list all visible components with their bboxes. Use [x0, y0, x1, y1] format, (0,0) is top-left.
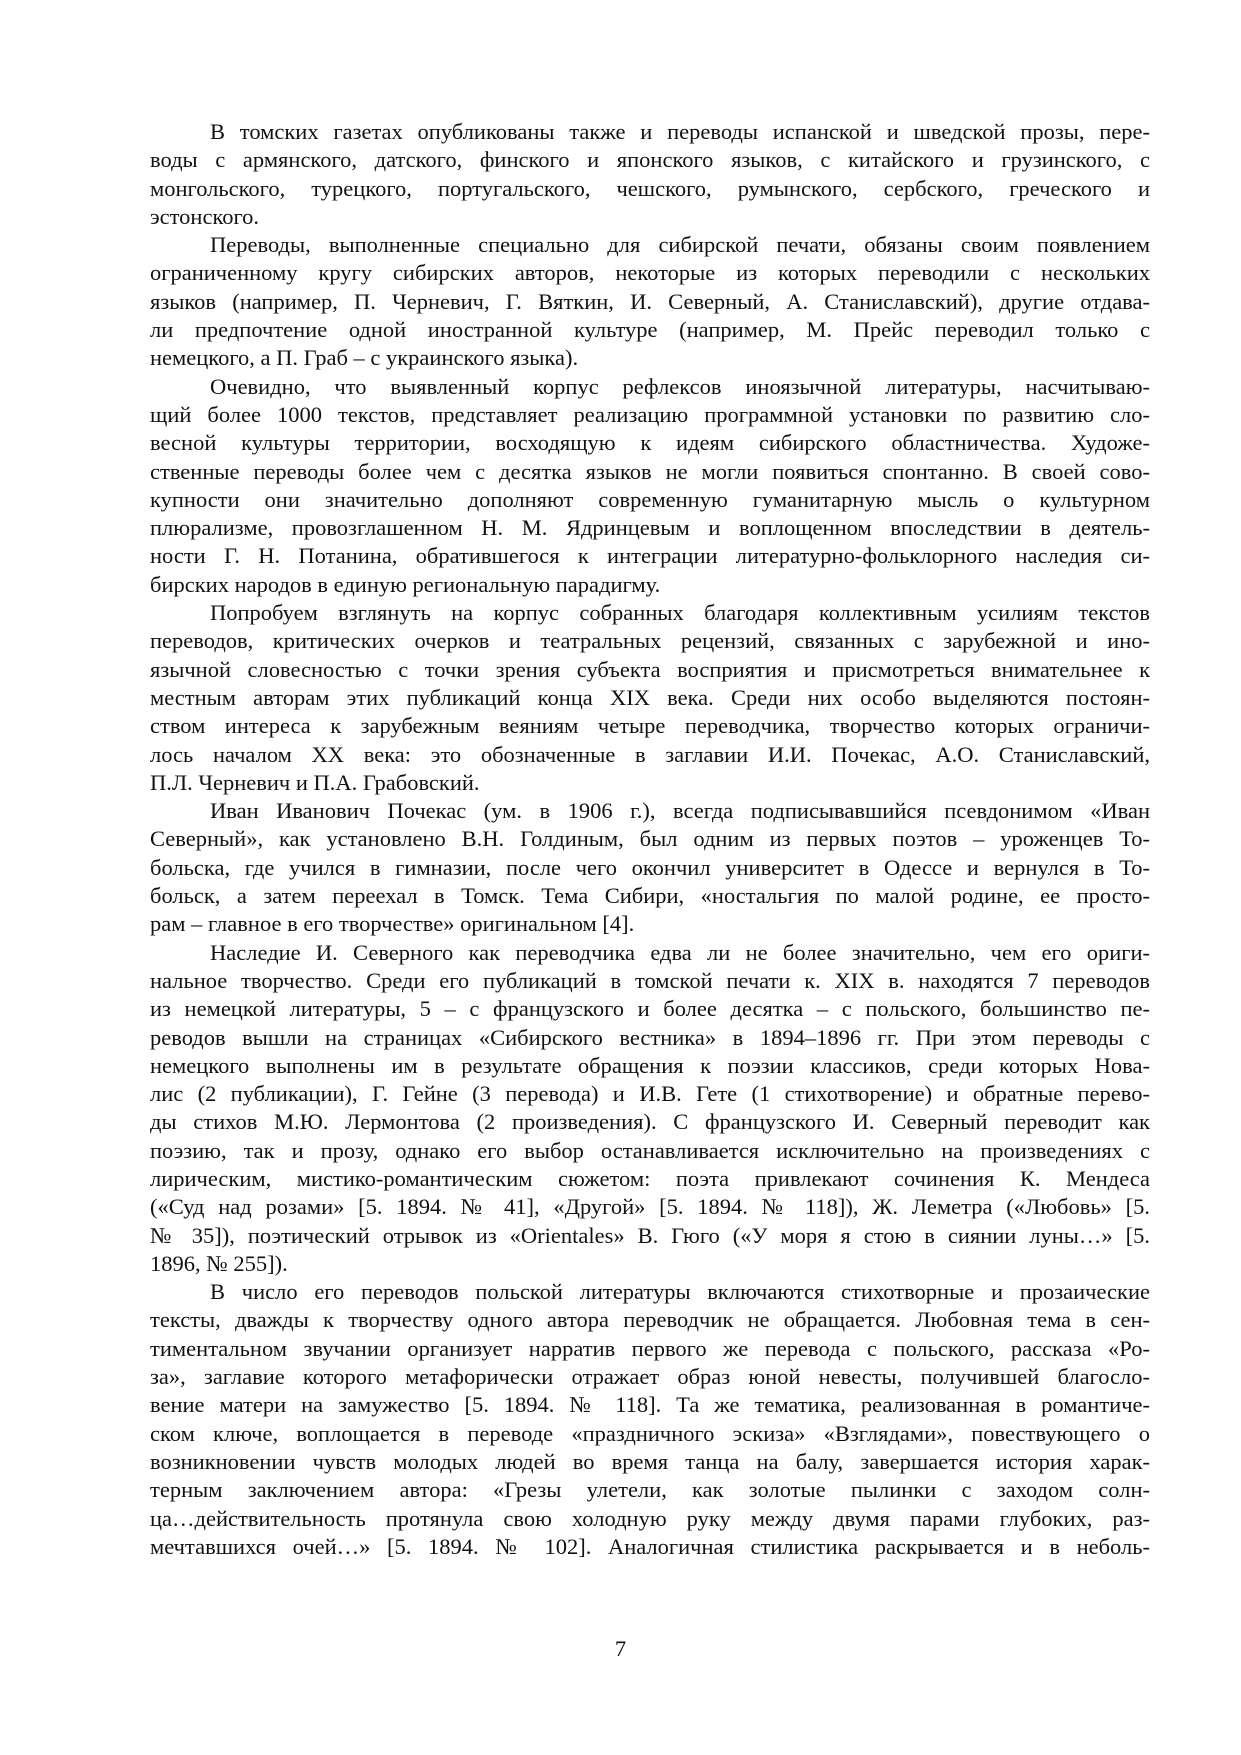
text-line: ском ключе, воплощается в переводе «праздничного эскиза» «Взглядами», повествующего о: [150, 1420, 1150, 1446]
text-line: терным заключением автора: «Грезы улетели, как золотые пылинки с заходом солн-: [150, 1477, 1150, 1503]
text-line: Переводы, выполненные специально для сибирской печати, обязаны своим появлением: [210, 232, 1150, 258]
text-line: местным авторам этих публикаций конца XIX века. Среди них особо выделяются постоян-: [150, 684, 1150, 710]
text-line: плюрализме, провозглашенном Н. М. Ядринцевым и воплощенном впоследствии в деятель-: [150, 515, 1150, 541]
text-line: ности Г. Н. Потанина, обратившегося к интеграции литературно-фольклорного наследия си-: [150, 543, 1150, 569]
paragraph: [150, 939, 1150, 1279]
text-line: № 35]), поэтический отрывок из «Orientales» В. Гюго («У моря я стою в сиянии луны…» [5.: [150, 1222, 1150, 1248]
text-line: ством интереса к зарубежным веяниям четыре переводчика, творчество которых ограничи-: [150, 713, 1150, 739]
page-number: 7: [614, 1636, 627, 1661]
text-line: Наследие И. Северного как переводчика едва ли не более значительно, чем его ориги-: [210, 939, 1150, 965]
paragraph: [150, 373, 1150, 599]
text-line: лось началом XX века: это обозначенные в заглавии И.И. Почекас, А.О. Станиславский,: [150, 741, 1150, 767]
text-line: немецкого выполнены им в результате обращения к поэзии классиков, среди которых Нова-: [150, 1052, 1150, 1078]
text-line: купности они значительно дополняют современную гуманитарную мысль о культурном: [150, 486, 1150, 512]
text-line: В томских газетах опубликованы также и переводы испанской и шведской прозы, пере-: [210, 119, 1150, 144]
text-line: Попробуем взглянуть на корпус собранных благодаря коллективным усилиям текстов: [210, 600, 1150, 626]
text-line: лис (2 публикации), Г. Гейне (3 перевода) и И.В. Гете (1 стихотворение) и обратные перево-: [150, 1081, 1150, 1107]
text-line: Северный», как установлено В.Н. Голдиным, был одним из первых поэтов – уроженцев То-: [150, 826, 1150, 852]
text-line: воды с армянского, датского, финского и японского языков, с китайского и грузинского, с: [150, 147, 1150, 173]
text-line: тексты, дважды к творчеству одного автора переводчик не обращается. Любовная тема в сен-: [150, 1307, 1150, 1333]
text-line: эстонского.: [150, 203, 260, 229]
text-line: поэзию, так и прозу, однако его выбор останавливается исключительно на произведениях с: [150, 1137, 1150, 1163]
text-line: ственные переводы более чем с десятка языков не могли появиться спонтанно. В своей сово-: [150, 458, 1150, 484]
text-line: больск, а затем переехал в Томск. Тема Сибири, «ностальгия по малой родине, ее просто-: [150, 883, 1150, 909]
text-line: больска, где учился в гимназии, после чего окончил университет в Одессе и вернулся в То-: [150, 854, 1150, 880]
text-line: ца…действительность протянула свою холодную руку между двумя парами глубоких, раз-: [150, 1505, 1150, 1531]
text-line: немецкого, а П. Граб – с украинского языка).: [150, 345, 579, 371]
paragraph: [150, 118, 1150, 231]
text-line: рам – главное в его творчестве» оригинальном [4].: [150, 911, 635, 937]
text-line: весной культуры территории, восходящую к идеям сибирского областничества. Художе-: [150, 430, 1150, 456]
paragraph: [150, 1278, 1150, 1561]
text-line: В число его переводов польской литературы включаются стихотворные и прозаические: [210, 1279, 1150, 1305]
text-line: мечтавшихся очей…» [5. 1894. № 102]. Аналогичная стилистика раскрывается и в неболь-: [150, 1533, 1150, 1559]
text-line: переводов, критических очерков и театральных рецензий, связанных с зарубежной и ино-: [150, 628, 1150, 654]
text-line: ли предпочтение одной иностранной культуре (например, М. Прейс переводил только с: [150, 317, 1150, 343]
text-line: из немецкой литературы, 5 – с французского и более десятка – с польского, большинство пе-: [150, 996, 1150, 1022]
text-line: П.Л. Черневич и П.А. Грабовский.: [150, 769, 480, 795]
text-line: возникновении чувств молодых людей во время танца на балу, завершается история харак-: [150, 1448, 1150, 1474]
text-line: лирическим, мистико-романтическим сюжетом: поэта привлекают сочинения К. Мендеса: [150, 1165, 1150, 1191]
text-line: реводов вышли на страницах «Сибирского вестника» в 1894–1896 гг. При этом переводы с: [150, 1024, 1150, 1050]
text-line: ограниченному кругу сибирских авторов, некоторые из которых переводили с нескольких: [150, 260, 1150, 286]
text-line: монгольского, турецкого, португальского, чешского, румынского, сербского, греческого и: [150, 175, 1150, 201]
paragraph: [150, 231, 1150, 372]
text-line: 1896, № 255]).: [150, 1250, 288, 1276]
text-line: щий более 1000 текстов, представляет реализацию программной установки по развитию сло-: [150, 401, 1150, 427]
paragraph: [150, 797, 1150, 938]
text-line: за», заглавие которого метафорически отражает образ юной невесты, получившей благосло-: [150, 1364, 1150, 1390]
text-line: Очевидно, что выявленный корпус рефлексов иноязычной литературы, насчитываю-: [210, 373, 1150, 399]
document-body: [150, 118, 1150, 1561]
text-line: бирских народов в единую региональную парадигму.: [150, 571, 661, 597]
text-line: нальное творчество. Среди его публикаций в томской печати к. XIX в. находятся 7 переводов: [150, 967, 1150, 993]
text-line: Иван Иванович Почекас (ум. в 1906 г.), всегда подписывавшийся псевдонимом «Иван: [210, 798, 1150, 824]
paragraph: [150, 599, 1150, 797]
text-line: языков (например, П. Черневич, Г. Вяткин, И. Северный, А. Станиславский), другие отдава-: [150, 288, 1150, 314]
text-line: вение матери на замужество [5. 1894. № 118]. Та же тематика, реализованная в романтиче-: [150, 1392, 1150, 1418]
text-line: язычной словесностью с точки зрения субъекта восприятия и присмотреться внимательнее к: [150, 656, 1150, 682]
text-line: тиментальном звучании организует нарратив первого же перевода с польского, рассказа «Ро-: [150, 1335, 1150, 1361]
text-line: («Суд над розами» [5. 1894. № 41], «Другой» [5. 1894. № 118]), Ж. Леметра («Любовь» [5.: [150, 1194, 1150, 1220]
text-line: ды стихов М.Ю. Лермонтова (2 произведения). С французского И. Северный переводит как: [150, 1109, 1150, 1135]
